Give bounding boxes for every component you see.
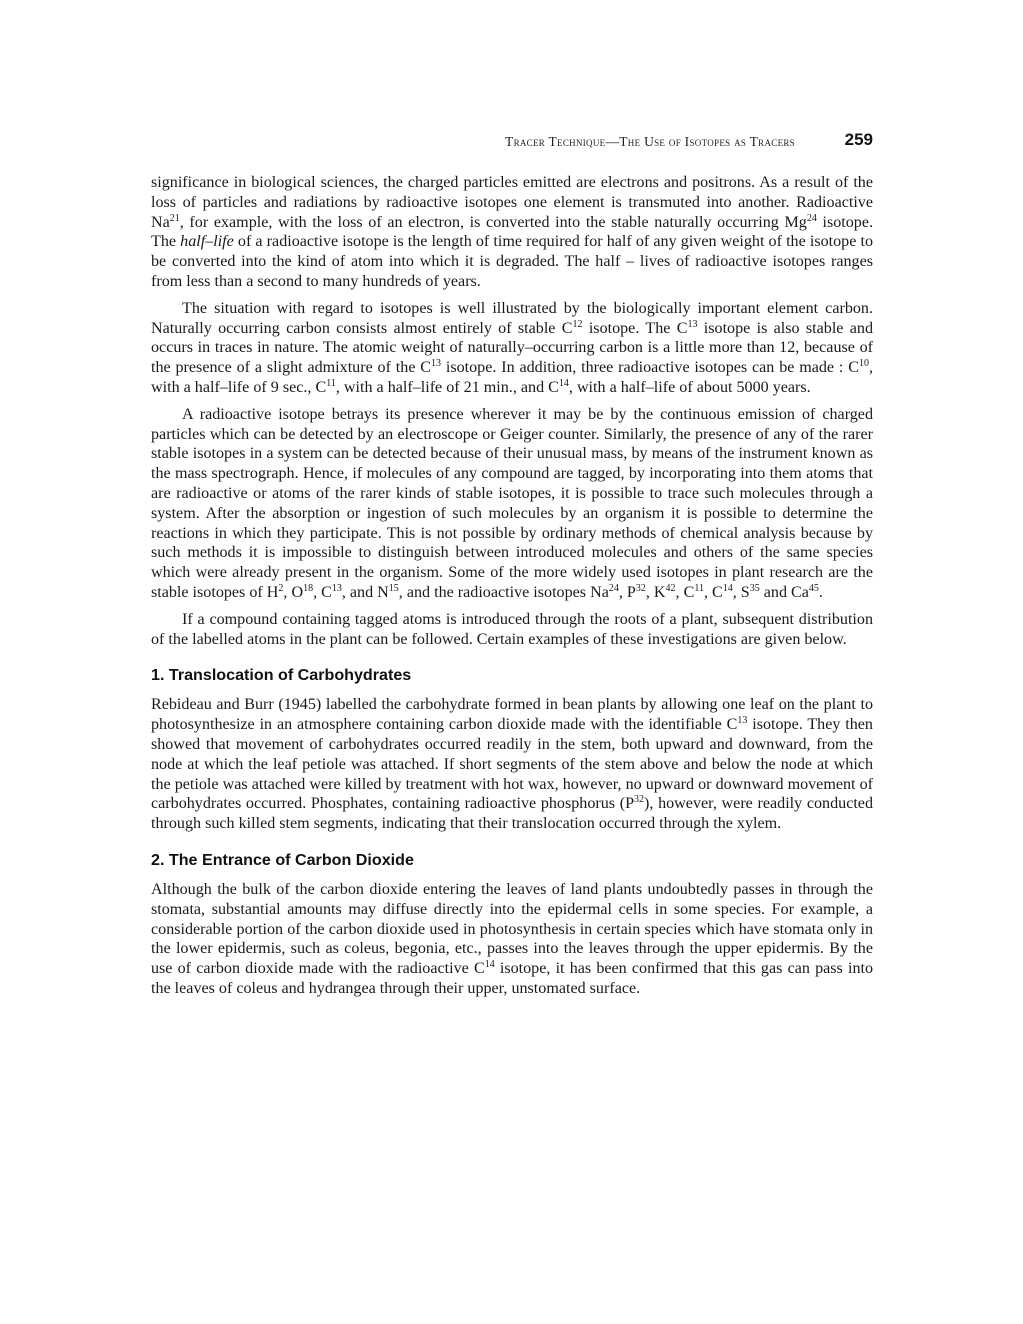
paragraph-1: significance in biological sciences, the charged particles emitted are electrons and positrons. As a result of the loss of particles and radiations by radioactive isotopes one element is transmuted into another. Radioactive Na$^{21}$, for example, with the loss of an electron, is converted into the stable naturally occurring Mg$^{24}$ isotope. The half–life of a radioactive isotope is the length of time required for half of any given weight of the isotope to be converted into the kind of atom into which it is degraded. The half – lives of radioactive isotopes ranges from less than a second to many hundreds of years. [151,174,873,290]
page-number: 259 [844,130,873,149]
page-header [151,128,873,158]
page [151,128,873,999]
running-head: Tracer Technique—The Use of Isotopes as Tracers [505,134,795,149]
section-heading-1: 1. Translocation of Carbohydrates [151,666,412,685]
paragraph-4: If a compound containing tagged atoms is introduced through the roots of a plant, subsequent distribution of the labelled atoms in the plant can be followed. Certain examples of these investigations are given below. [151,610,873,648]
paragraph-3: A radioactive isotope betrays its presence wherever it may be by the continuous emission of charged particles which can be detected by an electroscope or Geiger counter. Similarly, the presence of any of the rarer stable isotopes in a system can be detected because of their unusual mass, by means of the instrument known as the mass spectrograph. Hence, if molecules of any compound are tagged, by incorporating into them atoms that are radioactive or atoms of the rarer kinds of stable isotopes, it is possible to trace such molecules through a system. After the absorption or ingestion of such molecules by an organism it is possible to determine the reactions in which they participate. This is not possible by ordinary methods of chemical analysis because by such methods it is impossible to distinguish between introduced molecules and others of the same species which were already present in the organism. Some of the more widely used isotopes in plant research are the stable isotopes of $H^2$, $O^{18}$, $C^{13}$, and $N^{15}$, and the radioactive isotopes Na$^{24}$, $P^{32}$, $K^{42}$, $C^{11}$, $C^{14}$, $S^{35}$ and Ca$^{45}$. [151,405,873,601]
paragraph-2: The situation with regard to isotopes is well illustrated by the biologically important element carbon. Naturally occurring carbon consists almost entirely of stable $C^{12}$ isotope. The $C^{13}$ isotope is also stable and occurs in traces in nature. The atomic weight of naturally–occurring carbon is a little more than 12, because of the presence of a slight admixture of the $C^{13}$ isotope. In addition, three radioactive isotopes can be made : $C^{10}$, with a half–life of 9 sec., $C^{11}$, with a half–life of 21 min., and $C^{14}$, with a half–life of about 5000 years. [151,299,873,396]
section-heading-2: 2. The Entrance of Carbon Dioxide [151,850,414,869]
paragraph-5: Rebideau and Burr (1945) labelled the carbohydrate formed in bean plants by allowing one leaf on the plant to photosynthesize in an atmosphere containing carbon dioxide made with the identifiable $C^{13}$ isotope. They then showed that movement of carbohydrates occurred readily in the stem, both upward and downward, from the node at which the leaf petiole was attached. If short segments of the stem above and below the node at which the petiole was attached were killed by treatment with hot wax, however, no upward or downward movement of carbohydrates occurred. Phosphates, containing radioactive phosphorus $(P^{32})$, however, were readily conducted through such killed stem segments, indicating that their translocation occurred through the xylem. [151,696,873,833]
paragraph-6: Although the bulk of the carbon dioxide entering the leaves of land plants undoubtedly passes in through the stomata, substantial amounts may diffuse directly into the epidermal cells in some species. For example, a considerable portion of the carbon dioxide used in photosynthesis in certain species which have stomata only in the lower epidermis, such as coleus, begonia, etc., passes into the leaves through the upper epidermis. By the use of carbon dioxide made with the radioactive $C^{14}$ isotope, it has been confirmed that this gas can pass into the leaves of coleus and hydrangea through their upper, unstomated surface. [151,880,874,997]
